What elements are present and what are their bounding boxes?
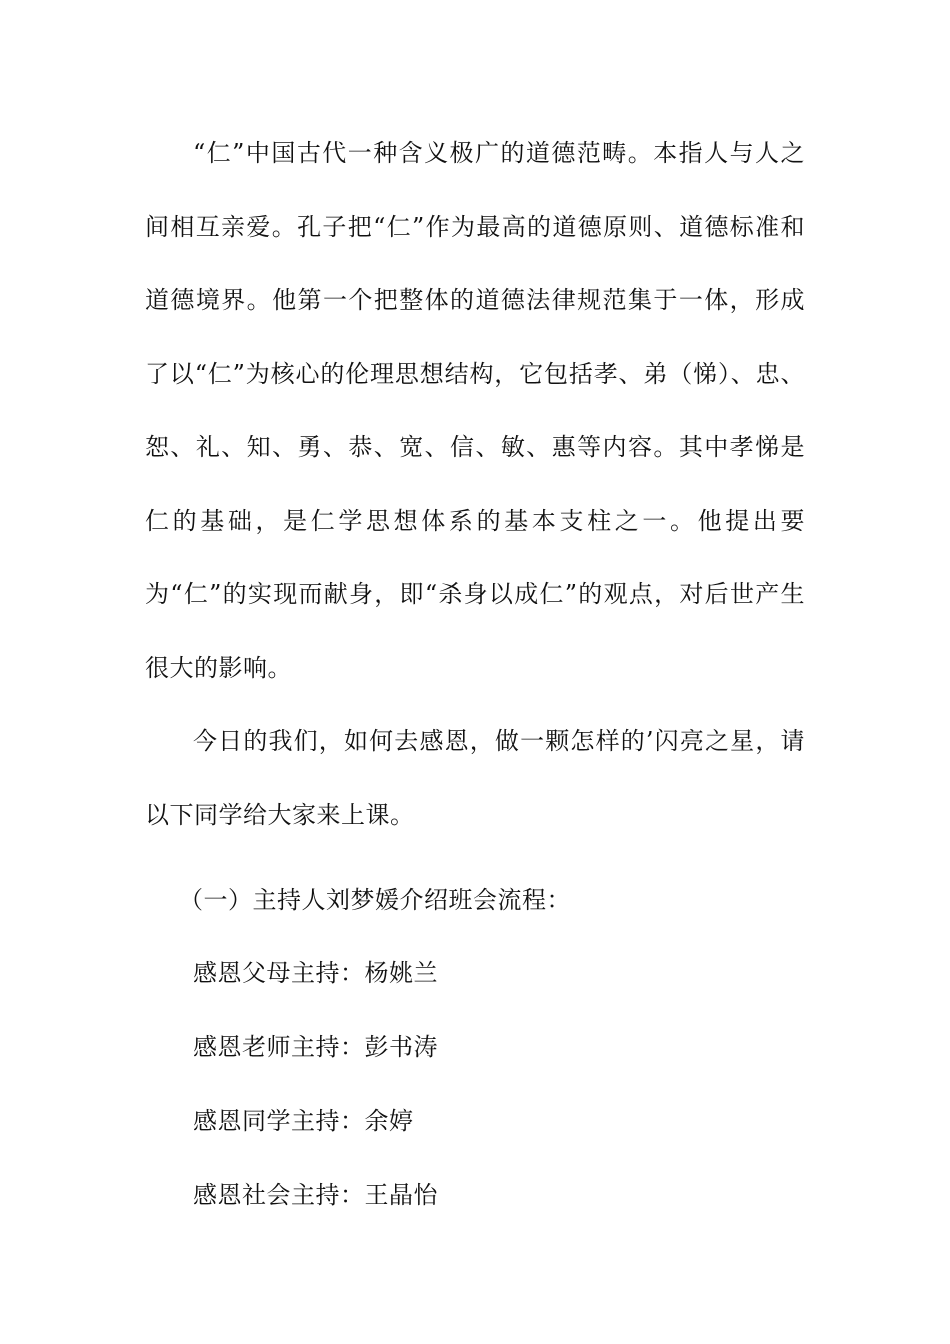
paragraph-ren-definition: “仁”中国古代一种含义极广的道德范畴。本指人与人之间相互亲爱。孔子把“仁”作为最高的道德原则、道德标准和道德境界。他第一个把整体的道德法律规范集于一体，形成了以“仁”为核心的伦理思想结构，它包括孝、弟（悌）、忠、恕、礼、知、勇、恭、宽、信、敏、惠等内容。其中孝悌是仁的基础，是仁学思想体系的基本支柱之一。他提出要为“仁”的实现而献身，即“杀身以成仁”的观点，对后世产生很大的影响。 (145, 139, 805, 682)
paragraph-today-gratitude: 今日的我们，如何去感恩，做一颗怎样的’闪亮之星，请以下同学给大家来上课。 (145, 727, 805, 829)
section-heading-flow: （一）主持人刘梦媛介绍班会流程： (179, 886, 571, 914)
host-item-teachers: 感恩老师主持：彭书涛 (193, 1033, 438, 1061)
host-item-classmates: 感恩同学主持：余婷 (193, 1107, 414, 1135)
host-item-society: 感恩社会主持：王晶怡 (193, 1181, 438, 1209)
host-item-parents: 感恩父母主持：杨姚兰 (193, 959, 438, 987)
